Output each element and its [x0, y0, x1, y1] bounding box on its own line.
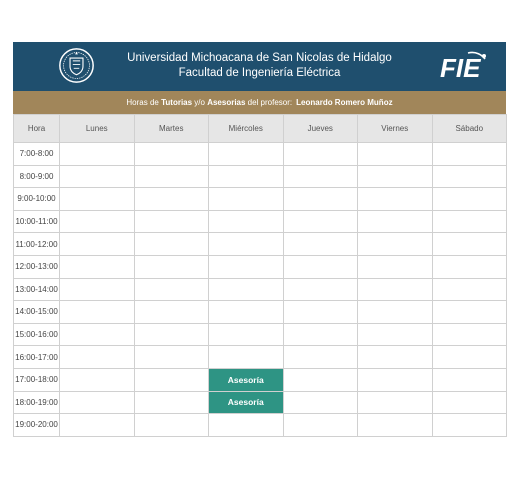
slot-friday [358, 368, 433, 391]
slot-monday [60, 255, 135, 278]
slot-wednesday [209, 255, 284, 278]
schedule-card [13, 42, 506, 437]
slot-thursday [283, 210, 358, 233]
professor-bar [13, 91, 506, 114]
professor-name: Leonardo Romero Muñoz [296, 98, 393, 107]
slot-wednesday [209, 143, 284, 166]
slot-thursday [283, 143, 358, 166]
table-row [14, 323, 507, 346]
slot-saturday [432, 188, 507, 211]
subbar-text-2: y/o [192, 98, 208, 107]
hour-cell: 19:00-20:00 [14, 414, 60, 437]
column-header-thursday: Jueves [283, 115, 358, 143]
table-row [14, 143, 507, 166]
slot-monday [60, 368, 135, 391]
slot-friday [358, 346, 433, 369]
hour-cell: 13:00-14:00 [14, 278, 60, 301]
slot-thursday [283, 165, 358, 188]
slot-tuesday [134, 391, 209, 414]
slot-saturday [432, 368, 507, 391]
hour-cell: 17:00-18:00 [14, 368, 60, 391]
slot-friday [358, 210, 433, 233]
header-banner [13, 42, 506, 91]
slot-tuesday [134, 368, 209, 391]
slot-monday [60, 143, 135, 166]
slot-monday [60, 233, 135, 256]
fie-logo-text: FIE [440, 53, 481, 83]
slot-friday [358, 165, 433, 188]
slot-saturday [432, 165, 507, 188]
slot-wednesday [209, 210, 284, 233]
hour-cell: 10:00-11:00 [14, 210, 60, 233]
slot-wednesday [209, 233, 284, 256]
table-row [14, 165, 507, 188]
slot-tuesday [134, 188, 209, 211]
slot-saturday [432, 143, 507, 166]
slot-tuesday [134, 346, 209, 369]
slot-monday [60, 414, 135, 437]
slot-friday [358, 414, 433, 437]
slot-saturday [432, 323, 507, 346]
hour-cell: 8:00-9:00 [14, 165, 60, 188]
column-header-saturday: Sábado [432, 115, 507, 143]
slot-wednesday[interactable]: Asesoría [209, 368, 284, 391]
slot-wednesday [209, 165, 284, 188]
slot-friday [358, 323, 433, 346]
faculty-name: Facultad de Ingeniería Eléctrica [178, 67, 341, 79]
slot-tuesday [134, 210, 209, 233]
slot-wednesday [209, 301, 284, 324]
university-name: Universidad Michoacana de San Nicolas de Hidalgo [127, 52, 392, 64]
table-row [14, 346, 507, 369]
table-row [14, 210, 507, 233]
slot-friday [358, 301, 433, 324]
slot-friday [358, 188, 433, 211]
column-header-monday: Lunes [60, 115, 135, 143]
slot-tuesday [134, 165, 209, 188]
slot-wednesday[interactable]: Asesoría [209, 391, 284, 414]
slot-tuesday [134, 323, 209, 346]
slot-monday [60, 278, 135, 301]
table-row [14, 233, 507, 256]
subbar-tutorias: Tutorias [161, 98, 193, 107]
slot-thursday [283, 414, 358, 437]
slot-friday [358, 391, 433, 414]
column-header-friday: Viernes [358, 115, 433, 143]
slot-thursday [283, 233, 358, 256]
slot-friday [358, 278, 433, 301]
slot-thursday [283, 278, 358, 301]
slot-friday [358, 233, 433, 256]
hour-cell: 11:00-12:00 [14, 233, 60, 256]
slot-saturday [432, 233, 507, 256]
slot-tuesday [134, 143, 209, 166]
column-header-hour: Hora [14, 115, 60, 143]
slot-monday [60, 210, 135, 233]
slot-saturday [432, 346, 507, 369]
slot-monday [60, 301, 135, 324]
table-row [14, 414, 507, 437]
slot-thursday [283, 391, 358, 414]
hour-cell: 16:00-17:00 [14, 346, 60, 369]
column-header-tuesday: Martes [134, 115, 209, 143]
table-row [14, 188, 507, 211]
slot-wednesday [209, 278, 284, 301]
hour-cell: 18:00-19:00 [14, 391, 60, 414]
column-header-wednesday: Miércoles [209, 115, 284, 143]
hour-cell: 15:00-16:00 [14, 323, 60, 346]
table-row [14, 368, 507, 391]
subbar-text-1: Horas de [126, 98, 162, 107]
slot-tuesday [134, 233, 209, 256]
slot-tuesday [134, 278, 209, 301]
slot-thursday [283, 255, 358, 278]
header-row [14, 115, 507, 143]
subbar-text-3: del profesor: [245, 98, 293, 107]
slot-saturday [432, 391, 507, 414]
hour-cell: 9:00-10:00 [14, 188, 60, 211]
schedule-table [13, 114, 507, 437]
table-row [14, 255, 507, 278]
hour-cell: 14:00-15:00 [14, 301, 60, 324]
fie-logo-icon [438, 49, 488, 83]
slot-friday [358, 143, 433, 166]
slot-monday [60, 323, 135, 346]
table-row [14, 278, 507, 301]
table-row [14, 301, 507, 324]
slot-wednesday [209, 414, 284, 437]
slot-wednesday [209, 188, 284, 211]
slot-tuesday [134, 414, 209, 437]
slot-monday [60, 391, 135, 414]
slot-wednesday [209, 323, 284, 346]
slot-tuesday [134, 301, 209, 324]
slot-saturday [432, 210, 507, 233]
slot-thursday [283, 346, 358, 369]
slot-thursday [283, 301, 358, 324]
slot-saturday [432, 255, 507, 278]
slot-wednesday [209, 346, 284, 369]
slot-friday [358, 255, 433, 278]
slot-tuesday [134, 255, 209, 278]
slot-saturday [432, 278, 507, 301]
hour-cell: 12:00-13:00 [14, 255, 60, 278]
institution-title [13, 51, 506, 81]
slot-thursday [283, 323, 358, 346]
hour-cell: 7:00-8:00 [14, 143, 60, 166]
slot-saturday [432, 301, 507, 324]
slot-monday [60, 188, 135, 211]
slot-thursday [283, 188, 358, 211]
slot-thursday [283, 368, 358, 391]
table-row [14, 391, 507, 414]
subbar-asesorias: Asesorias [207, 98, 246, 107]
slot-monday [60, 165, 135, 188]
schedule-body [14, 143, 507, 437]
slot-saturday [432, 414, 507, 437]
slot-monday [60, 346, 135, 369]
